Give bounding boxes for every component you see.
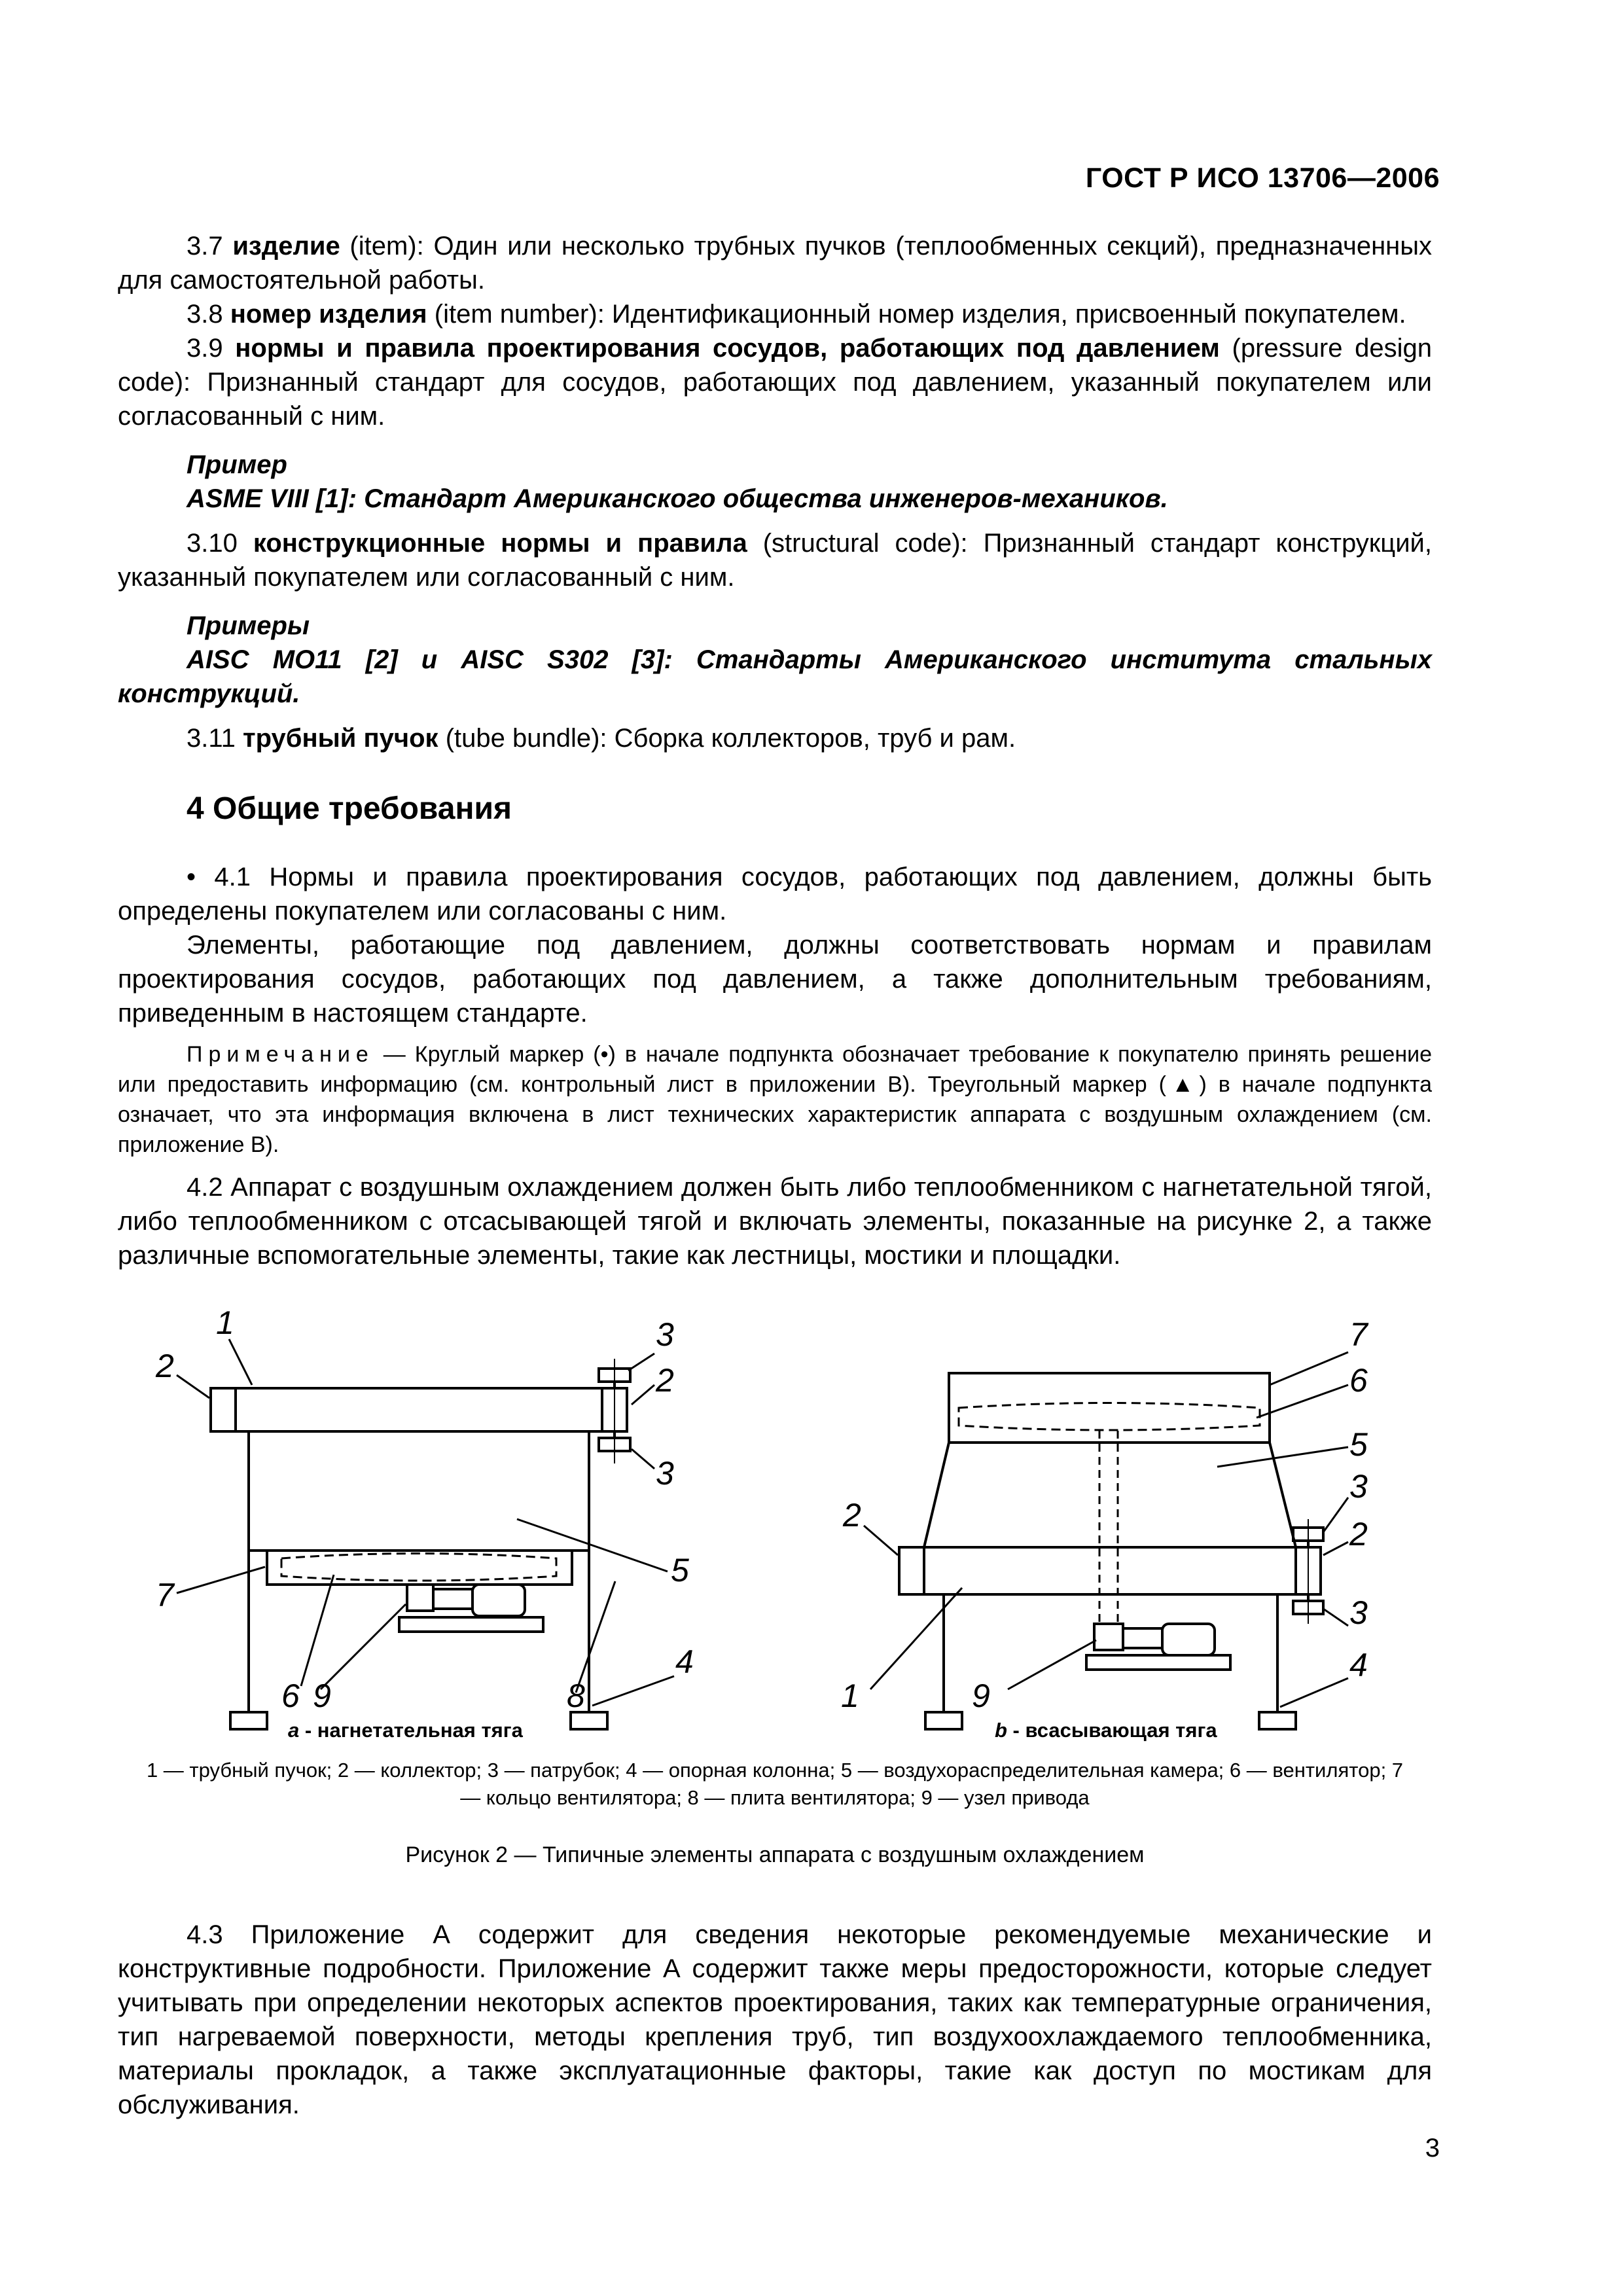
plenum-a (249, 1431, 589, 1551)
tube-bundle-a (236, 1388, 602, 1431)
label-a-2: 2 (156, 1348, 174, 1384)
label-b-4: 4 (1349, 1647, 1368, 1683)
header-left-a (211, 1388, 236, 1431)
figure-2 (118, 1293, 1432, 1751)
diagram-forced-draft (177, 1339, 674, 1729)
drive-gear-b (1094, 1624, 1123, 1650)
figure-title: Рисунок 2 — Типичные элементы аппарата с воздушным охлаждением (405, 1842, 1145, 1867)
plenum-b (924, 1443, 1296, 1547)
paragraph-4-1: • 4.1 Нормы и правила проектирования сосудов, работающих под давлением, должны быть определены покупателем или согласованы с ним. (118, 863, 1432, 925)
fan-ring-b (949, 1373, 1270, 1443)
motor-a (473, 1585, 525, 1616)
diagram-induced-draft (864, 1352, 1348, 1729)
label-a-3b: 3 (656, 1455, 674, 1492)
caption-a: a - нагнетательная тяга (288, 1719, 523, 1742)
label-a-2b: 2 (656, 1362, 674, 1399)
figure-drawing (118, 1293, 1432, 1751)
definition-3-11: 3.11 трубный пучок (tube bundle): Сборка коллекторов, труб и рам. (187, 724, 1016, 753)
definition-3-9: 3.9 нормы и правила проектирования сосудов, работающих под давлением (pressure design code): Признанный стандарт для сосудов, работающих под давлением, указанный покупателем или согласованный с ним. (118, 334, 1432, 431)
page-content (118, 229, 1432, 2122)
label-a-5: 5 (671, 1552, 689, 1588)
paragraph-4-3: 4.3 Приложение А содержит для сведения некоторые рекомендуемые механические и конструктивные подробности. Приложение А содержит также меры предосторожности, которые следует учитывать при определении некоторых аспектов проектирования, таких как температурные ограничения, тип нагреваемой поверхности, методы крепления труб, тип воздухоохлаждаемого теплообменника, материалы прокладок, а также эксплуатационные факторы, такие как доступ по мостикам для обслуживания. (118, 1920, 1432, 2119)
definition-3-10: 3.10 конструкционные нормы и правила (structural code): Признанный стандарт конструкций, указанный покупателем или согласованный с ним. (118, 529, 1432, 592)
page-number: 3 (1425, 2134, 1440, 2162)
header-left-b (899, 1547, 924, 1594)
label-b-2: 2 (1349, 1516, 1368, 1552)
label-b-9: 9 (972, 1677, 990, 1714)
fan-plate-a (399, 1617, 543, 1632)
label-a-7: 7 (156, 1577, 174, 1613)
caption-b: b - всасывающая тяга (995, 1719, 1217, 1742)
document-header: ГОСТ Р ИСО 13706—2006 (1085, 162, 1440, 194)
label-a-6: 6 (281, 1677, 300, 1714)
label-a-8: 8 (567, 1677, 585, 1714)
paragraph-4-1-cont: Элементы, работающие под давлением, должны соответствовать нормам и правилам проектирования сосудов, работающих под давлением, а также дополнительным требованиям, приведенным в настоящем стандарте. (118, 931, 1432, 1028)
label-b-6: 6 (1349, 1362, 1368, 1399)
definition-3-7: 3.7 изделие (item): Один или несколько трубных пучков (теплообменных секций), предназначенных для самостоятельной работы. (118, 232, 1432, 295)
paragraph-4-2: 4.2 Аппарат с воздушным охлаждением должен быть либо теплообменником с нагнетательной тягой, либо теплообменником с отсасывающей тягой и включать элементы, показанные на рисунке 2, а также различные вспомогательные элементы, такие как лестницы, мостики и площадки. (118, 1173, 1432, 1270)
label-a-1: 1 (216, 1304, 234, 1341)
label-a-4: 4 (675, 1643, 694, 1680)
label-b-1: 1 (841, 1677, 859, 1714)
note: Примечание — Круглый маркер (•) в начале подпункта обозначает требование к покупателю принять решение или предоставить информацию (см. контрольный лист в приложении В). Треугольный маркер (▲) в начале подпункта означает, что эта информация включена в лист технических характеристик аппарата с воздушным охлаждением (см. приложение В). (118, 1042, 1432, 1157)
label-b-3b: 3 (1349, 1594, 1368, 1631)
examples-label: Примеры (187, 611, 310, 640)
label-a-3: 3 (656, 1316, 674, 1353)
label-b-2-left: 2 (843, 1497, 861, 1534)
fan-plate-b (1086, 1655, 1230, 1670)
tube-bundle-b (924, 1547, 1296, 1594)
examples-text: AISC MO11 [2] и AISC S302 [3]: Стандарты Американского института стальных конструкций. (118, 645, 1432, 708)
drive-gear-a (407, 1585, 433, 1611)
label-b-3: 3 (1349, 1468, 1368, 1505)
figure-legend: 1 — трубный пучок; 2 — коллектор; 3 — патрубок; 4 — опорная колонна; 5 — воздухораспределительная камера; 6 — вентилятор; 7 — кольцо вентилятора; 8 — плита вентилятора; 9 — узел привода (146, 1759, 1404, 1809)
definition-3-8: 3.8 номер изделия (item number): Идентификационный номер изделия, присвоенный покупателем. (187, 300, 1406, 329)
motor-b (1162, 1624, 1215, 1655)
label-b-7: 7 (1349, 1316, 1368, 1353)
example-label: Пример (187, 450, 287, 479)
fan-a (281, 1554, 556, 1581)
example-text: ASME VIII [1]: Стандарт Американского общества инженеров-механиков. (187, 484, 1168, 513)
label-b-5: 5 (1349, 1426, 1368, 1463)
fan-b (959, 1403, 1260, 1431)
label-a-9: 9 (313, 1677, 331, 1714)
section-heading: 4 Общие требования (187, 791, 512, 826)
